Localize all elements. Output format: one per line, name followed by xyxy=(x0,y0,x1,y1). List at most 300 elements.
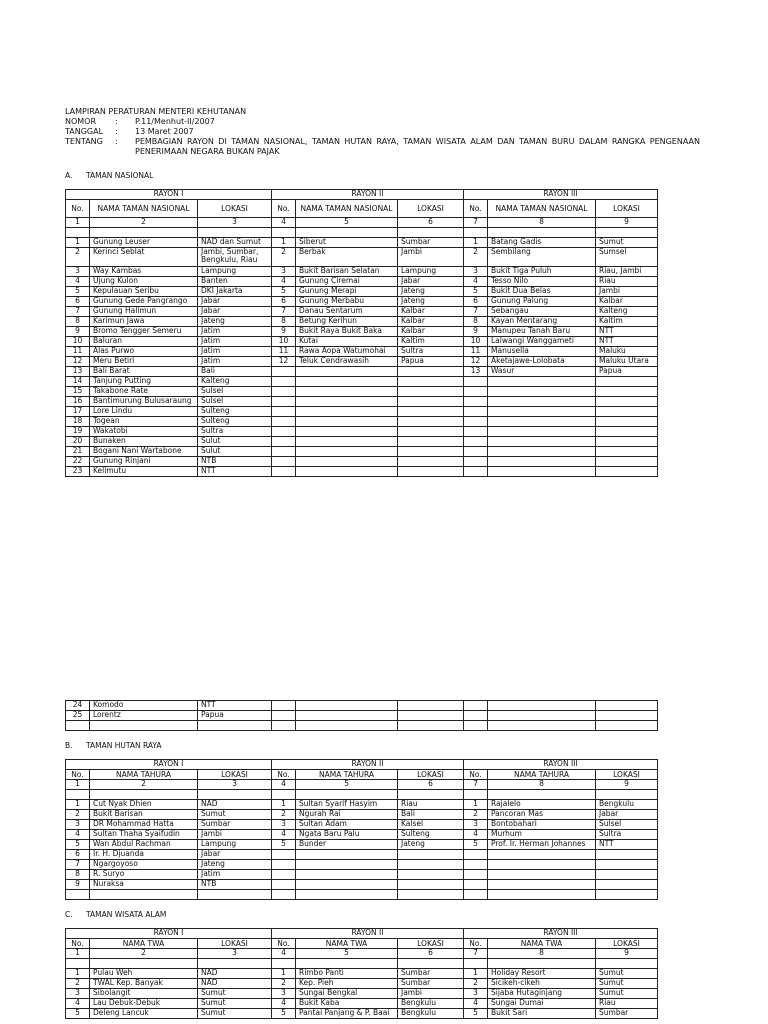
lokasi-header: LOKASI xyxy=(398,770,464,780)
table-row xyxy=(66,377,658,387)
site-location: Jateng xyxy=(398,840,464,850)
empty-cell xyxy=(272,457,296,467)
taman-wisata-alam-table xyxy=(65,928,658,1019)
empty-cell xyxy=(398,959,464,969)
taman-hutan-raya-table xyxy=(65,759,658,900)
site-name: Laiwangi Wanggameti xyxy=(488,337,596,347)
column-number: 3 xyxy=(198,780,272,790)
row-number: 18 xyxy=(66,417,90,427)
row-number: 1 xyxy=(272,800,296,810)
site-name: Wan Abdul Rachman xyxy=(90,840,198,850)
site-name: Ujung Kulon xyxy=(90,277,198,287)
empty-cell xyxy=(272,870,296,880)
site-name: Kepulauan Seribu xyxy=(90,287,198,297)
empty-cell xyxy=(272,711,296,721)
table-row xyxy=(66,969,658,979)
column-number-row xyxy=(66,218,658,228)
empty-cell xyxy=(596,850,658,860)
table-row xyxy=(66,701,658,711)
site-location: Papua xyxy=(398,357,464,367)
site-location: Sumbar xyxy=(398,979,464,989)
site-location: Sulsel xyxy=(596,820,658,830)
table-row xyxy=(66,248,658,267)
rayon-header: RAYON I xyxy=(66,929,272,939)
empty-cell xyxy=(272,790,296,800)
table-row xyxy=(66,840,658,850)
site-name: Kutai xyxy=(296,337,398,347)
empty-cell xyxy=(596,228,658,238)
row-number: 12 xyxy=(272,357,296,367)
row-number: 20 xyxy=(66,437,90,447)
empty-cell xyxy=(398,387,464,397)
empty-cell xyxy=(398,701,464,711)
empty-cell xyxy=(596,790,658,800)
site-name: Prof. Ir. Herman Johannes xyxy=(488,840,596,850)
row-number: 7 xyxy=(66,307,90,317)
site-location: Sumbar xyxy=(398,969,464,979)
empty-cell xyxy=(296,417,398,427)
row-number: 3 xyxy=(464,989,488,999)
site-location: Sumut xyxy=(596,989,658,999)
empty-cell xyxy=(398,860,464,870)
empty-cell xyxy=(198,790,272,800)
name-header: NAMA TAHURA xyxy=(488,770,596,780)
table-row xyxy=(66,457,658,467)
site-location: Sulteng xyxy=(198,407,272,417)
row-number: 5 xyxy=(272,287,296,297)
row-number: 4 xyxy=(272,277,296,287)
row-number: 1 xyxy=(272,969,296,979)
empty-cell xyxy=(272,890,296,900)
rayon-header: RAYON I xyxy=(66,760,272,770)
empty-cell xyxy=(272,228,296,238)
row-number: 21 xyxy=(66,447,90,457)
site-name: Rawa Aopa Watumohai xyxy=(296,347,398,357)
empty-cell xyxy=(488,721,596,731)
table-row xyxy=(66,297,658,307)
site-location: Sumut xyxy=(198,989,272,999)
empty-cell xyxy=(488,457,596,467)
empty-cell xyxy=(272,447,296,457)
empty-cell xyxy=(464,457,488,467)
column-number: 8 xyxy=(488,949,596,959)
empty-cell xyxy=(488,437,596,447)
lokasi-header: LOKASI xyxy=(198,770,272,780)
document-header xyxy=(65,107,700,157)
row-number: 11 xyxy=(272,347,296,357)
section-title: TAMAN HUTAN RAYA xyxy=(86,741,162,750)
site-name: Danau Sentarum xyxy=(296,307,398,317)
site-name: Sijaba Hutaginjang xyxy=(488,989,596,999)
column-number: 5 xyxy=(296,780,398,790)
empty-cell xyxy=(90,721,198,731)
lokasi-header: LOKASI xyxy=(398,200,464,218)
empty-cell xyxy=(198,721,272,731)
table-row xyxy=(66,387,658,397)
site-location: NTB xyxy=(198,457,272,467)
site-name: Bukit Tiga Puluh xyxy=(488,267,596,277)
empty-cell xyxy=(272,959,296,969)
empty-cell xyxy=(296,367,398,377)
site-location: Sumut xyxy=(198,1009,272,1019)
no-header: No. xyxy=(66,200,90,218)
row-number: 3 xyxy=(66,267,90,277)
empty-cell xyxy=(464,437,488,447)
empty-cell xyxy=(596,387,658,397)
no-header: No. xyxy=(464,200,488,218)
table-row xyxy=(66,397,658,407)
empty-cell xyxy=(488,790,596,800)
column-number: 4 xyxy=(272,780,296,790)
empty-cell xyxy=(272,880,296,890)
name-header: NAMA TAHURA xyxy=(90,770,198,780)
row-number: 4 xyxy=(272,830,296,840)
site-name: Sicikeh-cikeh xyxy=(488,979,596,989)
name-header: NAMA TAHURA xyxy=(296,770,398,780)
column-number: 2 xyxy=(90,780,198,790)
empty-cell xyxy=(296,427,398,437)
section-letter: A. xyxy=(65,171,73,180)
empty-cell xyxy=(464,387,488,397)
table-row xyxy=(66,467,658,477)
row-number: 13 xyxy=(464,367,488,377)
site-location: Kaltim xyxy=(596,317,658,327)
row-number: 5 xyxy=(464,840,488,850)
spacer-row xyxy=(66,959,658,969)
column-number-row xyxy=(66,949,658,959)
table-row xyxy=(66,287,658,297)
row-number: 2 xyxy=(66,248,90,267)
row-number: 2 xyxy=(272,979,296,989)
site-location: Sumut xyxy=(198,999,272,1009)
row-number: 8 xyxy=(464,317,488,327)
row-number: 5 xyxy=(66,1009,90,1019)
site-name: Lorentz xyxy=(90,711,198,721)
empty-cell xyxy=(596,870,658,880)
site-location: NTT xyxy=(596,337,658,347)
row-number: 6 xyxy=(66,850,90,860)
rayon-header: RAYON II xyxy=(272,929,464,939)
name-header: NAMA TWA xyxy=(90,939,198,949)
table-row xyxy=(66,989,658,999)
site-location: NAD xyxy=(198,979,272,989)
nomor-value: P.11/Menhut-II/2007 xyxy=(135,117,215,126)
empty-cell xyxy=(488,407,596,417)
empty-cell xyxy=(66,790,90,800)
site-location: Jabar xyxy=(398,277,464,287)
table-row xyxy=(66,327,658,337)
colon: : xyxy=(115,137,118,146)
table-row xyxy=(66,417,658,427)
name-header: NAMA TAMAN NASIONAL xyxy=(296,200,398,218)
site-location: DKI Jakarta xyxy=(198,287,272,297)
row-number: 4 xyxy=(464,999,488,1009)
spacer-row xyxy=(66,790,658,800)
empty-cell xyxy=(488,850,596,860)
empty-cell xyxy=(464,397,488,407)
site-location: Bali xyxy=(398,810,464,820)
empty-cell xyxy=(296,870,398,880)
site-name: Bali Barat xyxy=(90,367,198,377)
table-row xyxy=(66,850,658,860)
row-number: 2 xyxy=(464,979,488,989)
table-row xyxy=(66,277,658,287)
empty-cell xyxy=(398,890,464,900)
row-number: 1 xyxy=(272,238,296,248)
spacer-row xyxy=(66,228,658,238)
table-row xyxy=(66,307,658,317)
empty-cell xyxy=(296,959,398,969)
empty-cell xyxy=(488,860,596,870)
empty-cell xyxy=(464,447,488,457)
empty-cell xyxy=(488,870,596,880)
site-name: Gunung Rinjani xyxy=(90,457,198,467)
no-header: No. xyxy=(464,939,488,949)
column-header-row xyxy=(66,770,658,780)
site-name: Betung Kerihun xyxy=(296,317,398,327)
empty-cell xyxy=(272,850,296,860)
row-number: 3 xyxy=(272,267,296,277)
empty-cell xyxy=(398,711,464,721)
site-location: Jatim xyxy=(198,327,272,337)
row-number: 3 xyxy=(272,989,296,999)
empty-cell xyxy=(596,377,658,387)
empty-cell xyxy=(488,417,596,427)
section-a-heading xyxy=(65,171,153,180)
site-location: Jabar xyxy=(198,850,272,860)
site-location: Lampung xyxy=(198,267,272,277)
no-header: No. xyxy=(272,939,296,949)
row-number: 5 xyxy=(66,840,90,850)
site-location: NAD xyxy=(198,800,272,810)
empty-cell xyxy=(488,427,596,437)
row-number: 22 xyxy=(66,457,90,467)
empty-cell xyxy=(272,367,296,377)
site-name: Karimun Jawa xyxy=(90,317,198,327)
site-location: Jateng xyxy=(398,287,464,297)
column-number: 5 xyxy=(296,218,398,228)
site-location: Bengkulu xyxy=(596,800,658,810)
column-number: 4 xyxy=(272,218,296,228)
empty-cell xyxy=(296,790,398,800)
row-number: 1 xyxy=(66,969,90,979)
row-number: 10 xyxy=(66,337,90,347)
site-location: Jatim xyxy=(198,870,272,880)
table-row xyxy=(66,407,658,417)
site-name: R. Suryo xyxy=(90,870,198,880)
empty-cell xyxy=(488,387,596,397)
empty-cell xyxy=(272,407,296,417)
column-number: 3 xyxy=(198,218,272,228)
empty-cell xyxy=(398,457,464,467)
row-number: 2 xyxy=(464,810,488,820)
site-location: Papua xyxy=(198,711,272,721)
site-name: Sebangau xyxy=(488,307,596,317)
tanggal-value: 13 Maret 2007 xyxy=(135,127,194,136)
empty-cell xyxy=(398,467,464,477)
site-name: Komodo xyxy=(90,701,198,711)
row-number: 6 xyxy=(464,297,488,307)
site-location: Sulsel xyxy=(198,387,272,397)
site-location: Kalbar xyxy=(398,317,464,327)
table-row xyxy=(66,437,658,447)
site-name: Pancoran Mas xyxy=(488,810,596,820)
site-name: Cut Nyak Dhien xyxy=(90,800,198,810)
table-row xyxy=(66,1009,658,1019)
table-row xyxy=(66,711,658,721)
empty-cell xyxy=(488,959,596,969)
empty-cell xyxy=(398,407,464,417)
empty-cell xyxy=(296,397,398,407)
empty-cell xyxy=(596,417,658,427)
empty-cell xyxy=(272,397,296,407)
row-number: 7 xyxy=(464,307,488,317)
rayon-header: RAYON II xyxy=(272,190,464,200)
empty-cell xyxy=(90,959,198,969)
site-location: Kalteng xyxy=(596,307,658,317)
site-location: Jambi xyxy=(198,830,272,840)
empty-cell xyxy=(488,880,596,890)
site-location: Sulut xyxy=(198,437,272,447)
empty-cell xyxy=(272,377,296,387)
row-number: 12 xyxy=(66,357,90,367)
site-name: Pulau Weh xyxy=(90,969,198,979)
site-location: Papua xyxy=(596,367,658,377)
table-row xyxy=(66,267,658,277)
lokasi-header: LOKASI xyxy=(596,770,658,780)
spacer-row xyxy=(66,721,658,731)
empty-cell xyxy=(398,790,464,800)
row-number: 3 xyxy=(66,989,90,999)
site-name: Bukit Sari xyxy=(488,1009,596,1019)
empty-cell xyxy=(596,701,658,711)
site-name: Wakatobi xyxy=(90,427,198,437)
row-number: 5 xyxy=(464,287,488,297)
row-number: 9 xyxy=(66,880,90,890)
site-name: Bromo Tengger Semeru xyxy=(90,327,198,337)
site-location: Sumbar xyxy=(596,1009,658,1019)
site-name: Tesso Nilo xyxy=(488,277,596,287)
empty-cell xyxy=(272,437,296,447)
row-number: 7 xyxy=(66,860,90,870)
site-name: Bunaken xyxy=(90,437,198,447)
site-location: Bengkulu xyxy=(398,1009,464,1019)
site-name: Rajalelo xyxy=(488,800,596,810)
empty-cell xyxy=(464,377,488,387)
table-row xyxy=(66,238,658,248)
empty-cell xyxy=(66,721,90,731)
site-location: Jateng xyxy=(398,297,464,307)
no-header: No. xyxy=(464,770,488,780)
site-name: Sungai Bengkal xyxy=(296,989,398,999)
site-location: Sulut xyxy=(198,447,272,457)
site-location: Jatim xyxy=(198,337,272,347)
site-location: Lampung xyxy=(198,840,272,850)
nomor-row xyxy=(65,117,700,127)
row-number: 17 xyxy=(66,407,90,417)
site-name: Gunung Merapi xyxy=(296,287,398,297)
rayon-header: RAYON III xyxy=(464,190,658,200)
empty-cell xyxy=(464,407,488,417)
empty-cell xyxy=(464,870,488,880)
empty-cell xyxy=(272,701,296,711)
site-name: TWAL Kep. Banyak xyxy=(90,979,198,989)
row-number: 10 xyxy=(464,337,488,347)
site-name: Alas Purwo xyxy=(90,347,198,357)
site-location: Sumsel xyxy=(596,248,658,267)
site-name: Sungai Dumai xyxy=(488,999,596,1009)
row-number: 4 xyxy=(66,277,90,287)
site-name: Ir. H. Djuanda xyxy=(90,850,198,860)
rayon-header: RAYON II xyxy=(272,760,464,770)
empty-cell xyxy=(272,427,296,437)
table-row xyxy=(66,427,658,437)
column-header-row xyxy=(66,939,658,949)
empty-cell xyxy=(296,701,398,711)
row-number: 9 xyxy=(272,327,296,337)
section-title: TAMAN WISATA ALAM xyxy=(86,910,167,919)
site-location: NTT xyxy=(596,327,658,337)
site-name: Gunung Merbabu xyxy=(296,297,398,307)
empty-cell xyxy=(488,711,596,721)
site-name: Sultan Adam xyxy=(296,820,398,830)
rayon-header: RAYON III xyxy=(464,760,658,770)
empty-cell xyxy=(464,880,488,890)
empty-cell xyxy=(464,790,488,800)
site-name: Way Kambas xyxy=(90,267,198,277)
row-number: 4 xyxy=(464,830,488,840)
site-name: Lore Lindu xyxy=(90,407,198,417)
row-number: 9 xyxy=(464,327,488,337)
site-name: Batang Gadis xyxy=(488,238,596,248)
name-header: NAMA TAMAN NASIONAL xyxy=(90,200,198,218)
site-location: NAD xyxy=(198,969,272,979)
site-name: Sembilang xyxy=(488,248,596,267)
site-name: Baluran xyxy=(90,337,198,347)
lokasi-header: LOKASI xyxy=(198,939,272,949)
lokasi-header: LOKASI xyxy=(198,200,272,218)
site-location: Sumbar xyxy=(398,238,464,248)
empty-cell xyxy=(596,437,658,447)
site-name: Bunder xyxy=(296,840,398,850)
site-name: Bukit Dua Belas xyxy=(488,287,596,297)
column-number: 6 xyxy=(398,780,464,790)
site-location: Kalbar xyxy=(596,297,658,307)
site-location: Sumut xyxy=(198,810,272,820)
column-number: 6 xyxy=(398,949,464,959)
site-name: Berbak xyxy=(296,248,398,267)
site-name: Murhum xyxy=(488,830,596,840)
empty-cell xyxy=(272,417,296,427)
empty-cell xyxy=(398,228,464,238)
tentang-value: PEMBAGIAN RAYON DI TAMAN NASIONAL, TAMAN HUTAN RAYA, TAMAN WISATA ALAM DAN TAMAN BURU DALAM RANGKA PENGENAAN PENERIMAAN NEGARA BUKAN PAJAK xyxy=(135,137,700,156)
site-location: Sulteng xyxy=(198,417,272,427)
empty-cell xyxy=(296,850,398,860)
empty-cell xyxy=(488,447,596,457)
site-location: NTT xyxy=(596,840,658,850)
site-location: Jatim xyxy=(198,347,272,357)
tanggal-row xyxy=(65,127,700,137)
site-name: Bukit Barisan Selatan xyxy=(296,267,398,277)
empty-cell xyxy=(596,959,658,969)
empty-cell xyxy=(296,407,398,417)
empty-cell xyxy=(398,397,464,407)
site-name: Gunung Ciremai xyxy=(296,277,398,287)
empty-cell xyxy=(398,437,464,447)
row-number: 8 xyxy=(66,317,90,327)
empty-cell xyxy=(90,228,198,238)
column-number: 3 xyxy=(198,949,272,959)
